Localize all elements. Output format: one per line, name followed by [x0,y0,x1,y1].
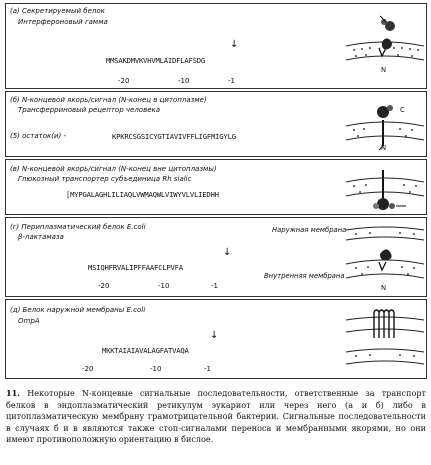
tick-a-3: -1 [228,77,235,85]
panel-b-title: (б) N-концевой якорь/сигнал (N-конец в цитоплазме) [10,96,207,104]
membrane-diagram-c [346,162,424,214]
panel-c-sequence: [MYPGALAGHLILIAQLVWMAQWLVIWYVLVLIEDHH [66,190,219,199]
panel-e [5,299,427,379]
tick-e-3: -1 [204,365,211,373]
panel-e-subtitle: OmpA [18,317,40,325]
panel-a-title: (а) Секретируемый белок [10,7,105,15]
panel-c-title: (в) N-концевой якорь/сигнал (N-конец вне цитоплазмы) [10,165,217,173]
panel-b-sequence-prefix: (5) остаток(и) - [10,132,66,140]
tick-e-1: -20 [82,365,94,373]
cleavage-arrow-d: ↓ [223,247,232,258]
panel-b [5,91,427,157]
figure-caption [6,388,426,446]
panel-b-c-label: C [400,106,405,114]
panel-a [5,3,427,89]
tick-d-2: -10 [158,282,170,290]
tick-a-2: -10 [178,77,190,85]
panel-b-subtitle: Трансферриновый рецептор человека [18,106,161,114]
tick-e-2: -10 [150,365,162,373]
panel-e-sequence: MKKTAIAIAVALAGFATVAQA [102,346,189,355]
outer-membrane-label: Наружная мембрана [272,226,347,234]
cleavage-arrow-e: ↓ [210,330,219,341]
panel-a-subtitle: Интерфероновый гамма [18,18,108,26]
membrane-diagram-e [346,306,424,376]
panel-c-subtitle: Глюкозный транспортер субъединица Rh sialic [18,175,192,183]
inner-membrane-label: Внутренняя мембрана [264,272,345,280]
panel-d-subtitle: β-лактамаза [18,233,64,241]
panel-b-sequence: KPKRCSGSICYGTIAVIVFFLIGFMIGYLG [112,132,236,141]
tick-d-1: -20 [98,282,110,290]
panel-d [5,217,427,297]
panel-d-n-label: N [381,284,387,292]
panel-a-sequence: MMSAKDMVKVHVMLAIDFLAFSDG [106,56,206,65]
tick-d-3: -1 [211,282,218,290]
membrane-diagram-a [346,12,424,86]
panel-b-n-label: N [381,144,387,152]
panel-d-title: (г) Периплазматический белок E.coli [10,223,146,231]
cleavage-arrow-a: ↓ [230,39,239,50]
panel-a-n-label: N [381,66,387,74]
panel-e-title: (д) Белок наружной мембраны E.coli [10,306,146,314]
caption-number: 11. [6,388,21,398]
panel-c [5,159,427,215]
caption-text: Некоторые N-концевые сигнальные последовательности, ответственные за транспорт белков в эндоплазматический ретикулум эукариот или через него (а и б) либо в цитоплазматическую мембрану грамотрицательной бактерии. Сигнальные последовательности в случаях б и в являются также стоп-сигналами переноса и мембранными якорями, но они имеют противоположную ориентацию в бислое. [6,388,426,445]
tick-a-1: -20 [118,77,130,85]
panel-d-sequence: MSIQHFRVALIPFFAAFCLPVFA [88,263,183,272]
